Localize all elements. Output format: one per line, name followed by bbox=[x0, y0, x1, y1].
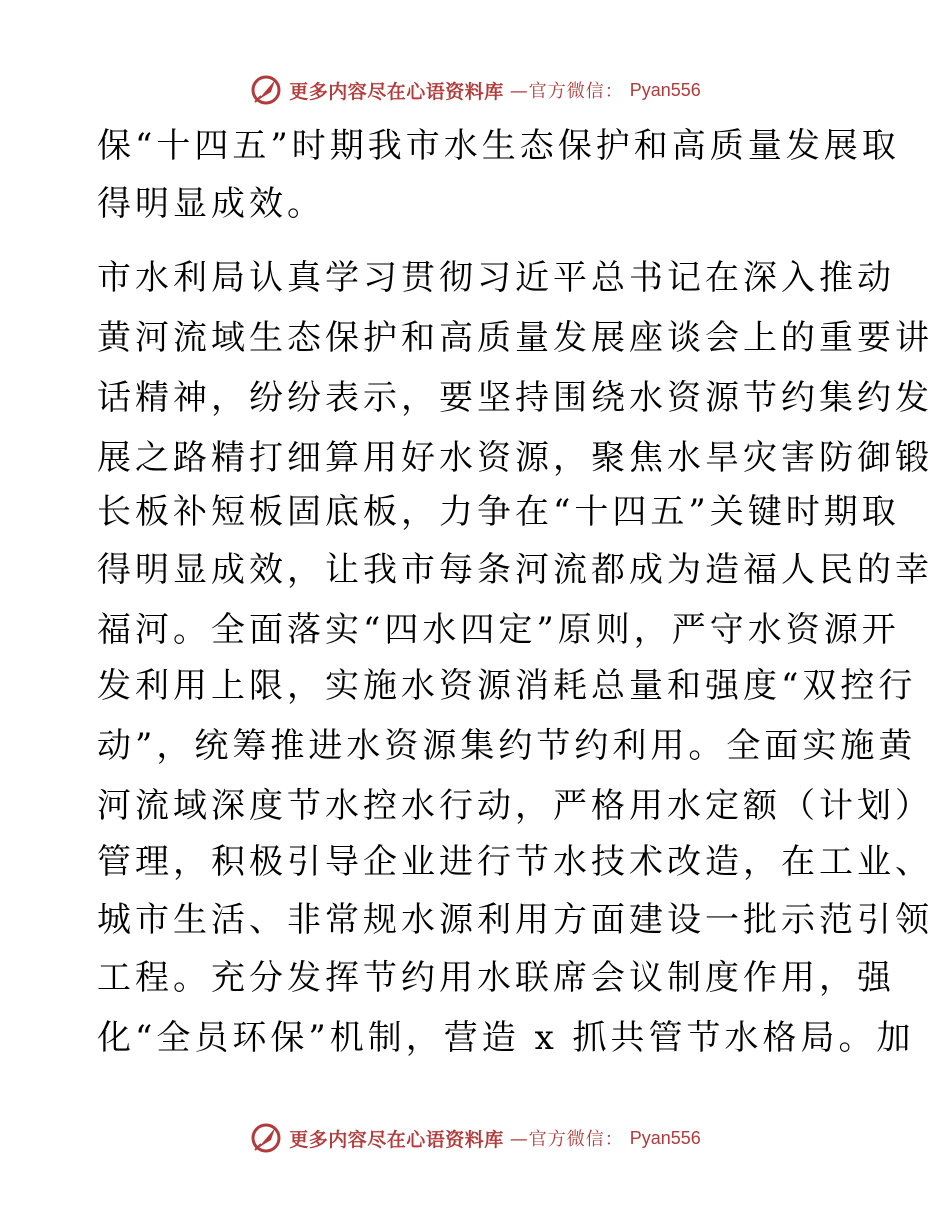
paragraph-2-line-14: 化“全员环保”机制，营造 x 抓共管节水格局。加 bbox=[97, 1018, 915, 1058]
banner-brand-text: 更多内容尽在心语资料库 bbox=[289, 1128, 504, 1151]
banner-official-label: —官方微信： bbox=[509, 1129, 624, 1150]
paragraph-2-line-4: 展之路精打细算用好水资源，聚焦水旱灾害防御锻 bbox=[97, 438, 933, 478]
paragraph-2-line-11: 管理，积极引导企业进行节水技术改造，在工业、 bbox=[97, 842, 933, 882]
paragraph-2-line-9: 动”，统筹推进水资源集约节约利用。全面实施黄 bbox=[97, 726, 917, 766]
quill-logo-icon bbox=[249, 73, 283, 107]
paragraph-2-line-8: 发利用上限，实施水资源消耗总量和强度“双控行 bbox=[97, 666, 917, 706]
paragraph-2-line-5: 长板补短板固底板，力争在“十四五”关键时期取 bbox=[97, 492, 900, 532]
paragraph-1-line-1: 保“十四五”时期我市水生态保护和高质量发展取 bbox=[97, 126, 900, 166]
paragraph-2-line-6: 得明显成效，让我市每条河流都成为造福人民的幸 bbox=[97, 550, 933, 590]
quill-logo-icon bbox=[249, 1121, 283, 1155]
banner-brand-text: 更多内容尽在心语资料库 bbox=[289, 80, 504, 103]
paragraph-2-line-2: 黄河流域生态保护和高质量发展座谈会上的重要讲 bbox=[97, 318, 933, 358]
footer-watermark-banner bbox=[0, 1118, 950, 1158]
paragraph-2-line-1: 市水利局认真学习贯彻习近平总书记在深入推动 bbox=[97, 258, 895, 298]
paragraph-2-line-7: 福河。全面落实“四水四定”原则，严守水资源开 bbox=[97, 610, 900, 650]
paragraph-2-line-12: 城市生活、非常规水源利用方面建设一批示范引领 bbox=[97, 900, 933, 940]
header-watermark-banner bbox=[0, 70, 950, 110]
paragraph-1-line-2: 得明显成效。 bbox=[97, 184, 325, 224]
paragraph-2-line-13: 工程。充分发挥节约用水联席会议制度作用，强 bbox=[97, 958, 895, 998]
paragraph-2-line-3: 话精神，纷纷表示，要坚持围绕水资源节约集约发 bbox=[97, 378, 933, 418]
banner-wechat-id: Pyan556 bbox=[629, 79, 701, 100]
paragraph-2-line-10: 河流域深度节水控水行动，严格用水定额（计划） bbox=[97, 786, 933, 826]
banner-official-label: —官方微信： bbox=[509, 81, 624, 102]
banner-wechat-id: Pyan556 bbox=[629, 1127, 701, 1148]
